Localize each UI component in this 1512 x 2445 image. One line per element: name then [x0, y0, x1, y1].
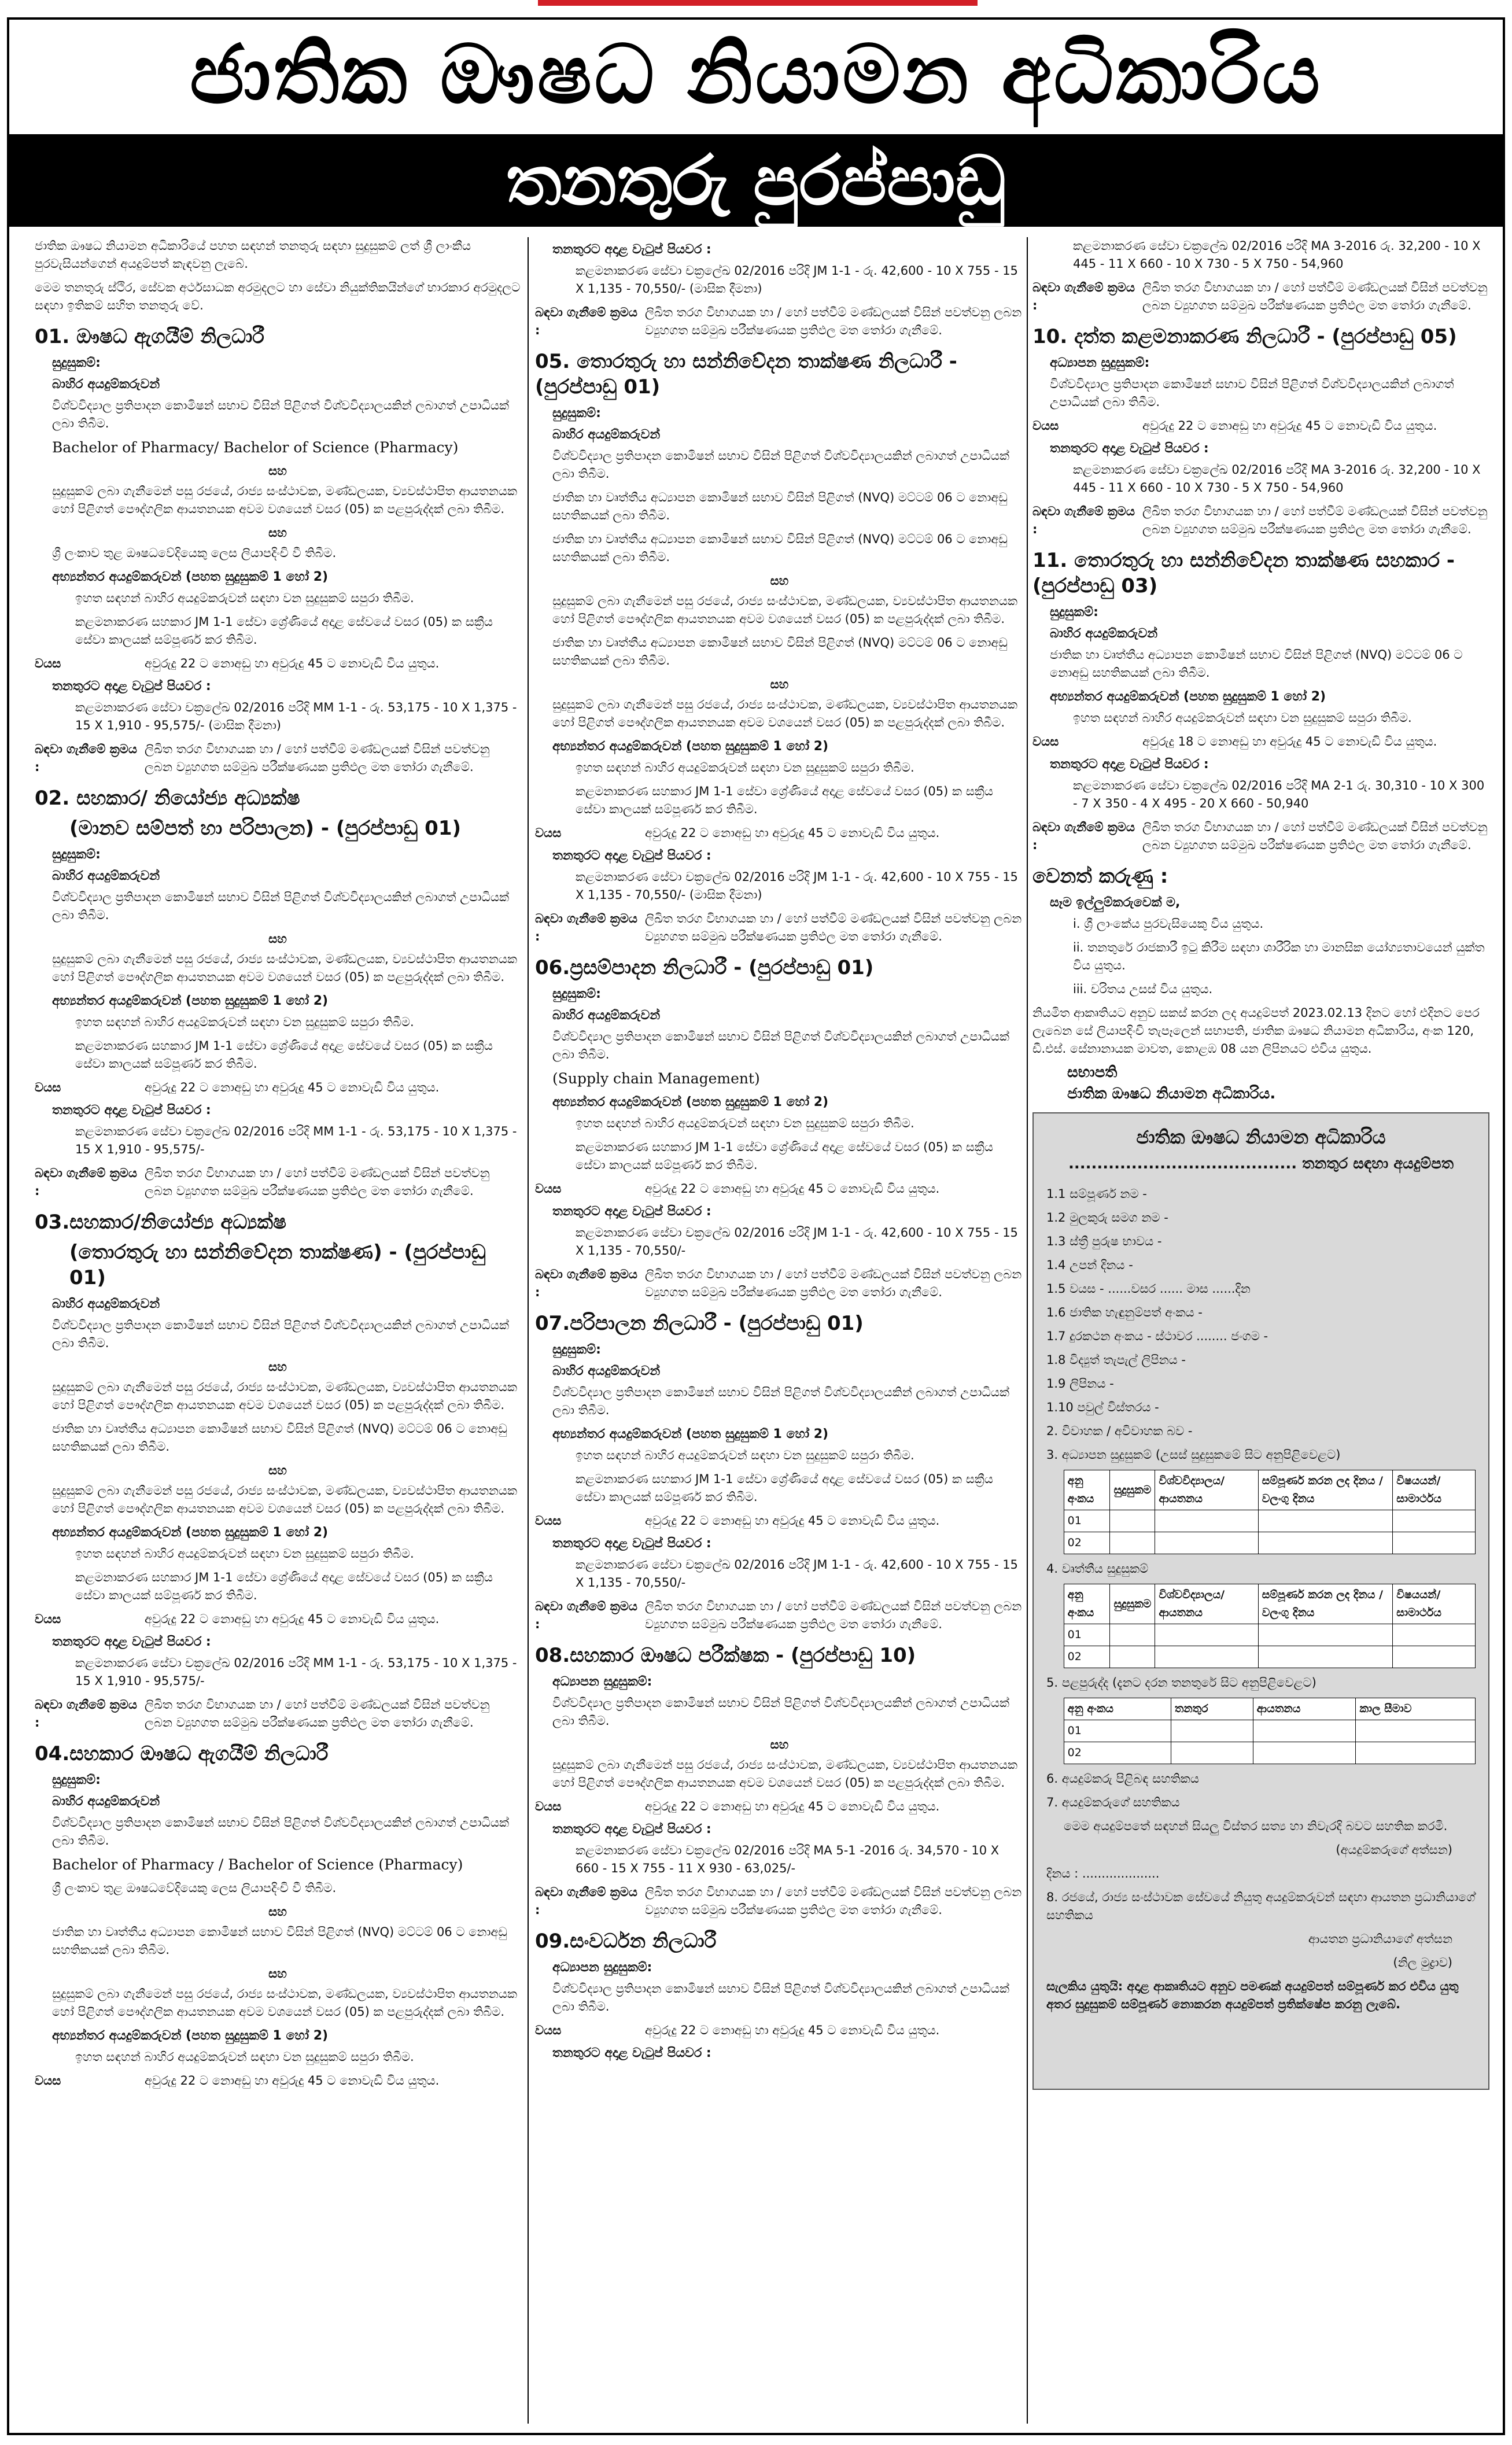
qualifications-label: සුදුසුකම්:: [1050, 605, 1098, 619]
method-value: ලිඛිත තරග විභාගයක හා / හෝ පත්වීම් මණ්ඩලයක් විසින් පවත්වනු ලබන ව්‍යුහගත සම්මුඛ පරීක්ෂණයක ප්‍රතිඵල මත තෝරා ගැනීමේ.: [645, 305, 1022, 337]
degree-text: විශ්වවිද්‍යාල ප්‍රතිපාදන කොමිෂන් සභාව විසින් පිළිගත් විශ්වවිද්‍යාලයකින් ලබාගත් උපාධියක් ලබා තිබීම.: [52, 890, 510, 922]
closing-text: නියමිත ආකෘතියට අනුව සකස් කරන ලද අයදුම්පත් 2023.02.13 දිනට හෝ එදිනට පෙර ලැබෙන සේ ලියාපදිංචි තැපෑලෙන් සභාපති, ජාතික ඖෂධ නියාමන අධිකාරිය, අංක 120, ඩී.එස්. සේනානායක මාවත, කොළඹ 08 යන ලිපිනයට එවිය යුතුය.: [1032, 1006, 1480, 1056]
table-header: අනු අංකය: [1064, 1698, 1171, 1720]
age-label: වයස: [535, 1514, 562, 1528]
table-cell[interactable]: [1356, 1720, 1476, 1742]
method-label: බඳවා ගැනීමේ ක්‍රමය :: [1032, 504, 1135, 536]
table-cell[interactable]: [1356, 1742, 1476, 1764]
table-cell[interactable]: [1155, 1624, 1258, 1646]
degree-text: විශ්වවිද්‍යාල ප්‍රතිපාදන කොමිෂන් සභාව විසින් පිළිගත් විශ්වවිද්‍යාලයකින් ලබාගත් උපාධියක් ලබා තිබීම.: [552, 1030, 1010, 1061]
method-value: ලිඛිත තරග විභාගයක හා / හෝ පත්වීම් මණ්ඩලයක් විසින් පවත්වනු ලබන ව්‍යුහගත සම්මුඛ පරීක්ෂණයක ප්‍රතිඵල මත තෝරා ගැනීමේ.: [645, 1599, 1022, 1631]
other-item-text: ශ්‍රී ලාංකේය පුරවැසියෙකු විය යුතුය.: [1084, 917, 1264, 931]
salary-value: කළමනාකරණ සේවා චක්‍රලේඛ 02/2016 පරිදි MA 2-1 රු. 30,310 - 10 X 300 - 7 X 350 - 4 X 495 - 20 X 660 - 50,940: [1073, 779, 1485, 810]
page-title: ජාතික ඖෂධ නියාමන අධිකාරිය: [189, 28, 1323, 122]
form-question: 6. අයදුම්කරු පිළිබඳ සහතිකය: [1046, 1772, 1199, 1786]
salary-label: තනතුරට අදාළ වැටුප් පියවර :: [552, 2046, 711, 2060]
experience-text: සුදුසුකම් ලබා ගැනීමෙන් පසු රජයේ, රාජ්‍ය සංස්ථාවක, මණ්ඩලයක, ව්‍යවස්ථාපිත ආයතනයක හෝ පිළිගත් පෞද්ගලික ආයතනයක අවම වශයෙන් වසර (05) ක පළපුරුද්දක් ලබා තිබීම.: [552, 594, 1018, 626]
roman-numeral: ii.: [1073, 941, 1088, 954]
nvq-text: ජාතික හා වෘත්තීය අධ්‍යාපන කොමිෂන් සභාව විසින් පිළිගත් (NVQ) මට්ටම් 06 ට නොඅඩු සහතිකයක් ලබා තිබීම.: [1050, 648, 1463, 680]
experience-text: සුදුසුකම් ලබා ගැනීමෙන් පසු රජයේ, රාජ්‍ය සංස්ථාවක, මණ්ඩලයක, ව්‍යවස්ථාපිත ආයතනයක හෝ පිළිගත් පෞද්ගලික ආයතනයක අවම වශයෙන් වසර (05) ක පළපුරුද්දක් ලබා තිබීම.: [52, 1380, 518, 1412]
method-label: බඳවා ගැනීමේ ක්‍රමය :: [535, 1885, 637, 1917]
qualifications-label: සුදුසුකම්:: [52, 356, 101, 370]
other-item: [1073, 980, 1489, 998]
age-label: වයස: [35, 1612, 61, 1626]
form-question: 2. විවාහක / අවිවාහක බව -: [1046, 1424, 1193, 1438]
experience-text: සුදුසුකම් ලබා ගැනීමෙන් පසු රජයේ, රාජ්‍ය සංස්ථාවක, මණ්ඩලයක, ව්‍යවස්ථාපිත ආයතනයක හෝ පිළිගත් පෞද්ගලික ආයතනයක අවම වශයෙන් වසර (05) ක පළපුරුද්දක් ලබා තිබීම.: [52, 1987, 518, 2019]
table-cell[interactable]: [1258, 1510, 1392, 1532]
age-label: වයස: [1032, 419, 1059, 433]
internal-label: අභ්‍යන්තර අයදුම්කරුවන් (පහත සුදුසුකම් 1 හෝ 2): [1050, 689, 1326, 704]
method-label: බඳවා ගැනීමේ ක්‍රමය :: [535, 1267, 637, 1299]
official-stamp: (නිල මුද්‍රාව): [1393, 1956, 1452, 1970]
age-label: වයස: [535, 1799, 562, 1813]
degree-text: විශ්වවිද්‍යාල ප්‍රතිපාදන කොමිෂන් සභාව විසින් පිළිගත් විශ්වවිද්‍යාලයකින් ලබාගත් උපාධියක් ලබා තිබීම.: [1050, 377, 1454, 409]
method-label: බඳවා ගැනීමේ ක්‍රමය :: [1032, 820, 1135, 852]
salary-label: තනතුරට අදාළ වැටුප් පියවර :: [52, 679, 211, 694]
other-subheading: සෑම ඉල්ලුම්කරුවෙක් ම,: [1050, 895, 1181, 910]
nvq-text: ජාතික හා වෘත්තීය අධ්‍යාපන කොමිෂන් සභාව විසින් පිළිගත් (NVQ) මට්ටම් 06 ට නොඅඩු සහතිකයක් ලබා තිබීම.: [52, 1422, 507, 1454]
intro-paragraph: මෙම තනතුරු ස්ථිර, සේවක අර්ථසාධක අරමුදලට හා සේවා නියුක්තිකයින්ගේ භාරකාර අරමුදලට සඳහා ඉතිකම් සහිත තනතුරු වේ.: [35, 281, 521, 312]
and-label: සහ: [770, 574, 789, 588]
salary-value: කළමනාකරණ සේවා චක්‍රලේඛ 02/2016 පරිදි MA 3-2016 රු. 32,200 - 10 X 445 - 11 X 660 - 10 X 730 - 5 X 750 - 54,960: [1073, 239, 1481, 271]
nvq-text: ජාතික හා වෘත්තීය අධ්‍යාපන කොමිෂන් සභාව විසින් පිළිගත් (NVQ) මට්ටම් 06 ට නොඅඩු සහතිකයක් ලබා තිබීම.: [552, 636, 1008, 668]
degree-text: විශ්වවිද්‍යාල ප්‍රතිපාදන කොමිෂන් සභාව විසින් පිළිගත් විශ්වවිද්‍යාලයකින් ලබාගත් උපාධියක් ලබා තිබීම.: [52, 1318, 510, 1350]
row-number: 02: [1064, 1742, 1171, 1764]
table-cell[interactable]: [1110, 1532, 1155, 1554]
internal-item: කළමනාකරණ සහකාර JM 1-1 සේවා ශ්‍රේණියේ අදාළ සේවයේ වසර (05) ක සක්‍රීය සේවා කාලයක් සම්පූර්ණ කර තිබීම.: [576, 784, 993, 816]
edu-label: අධ්‍යාපන සුදුසුකම්:: [552, 1675, 652, 1689]
degree-text: විශ්වවිද්‍යාල ප්‍රතිපාදන කොමිෂන් සභාව විසින් පිළිගත් විශ්වවිද්‍යාලයකින් ලබාගත් උපාධියක් ලබා තිබීම.: [552, 449, 1010, 481]
degree-extra: (Supply chain Management): [552, 1070, 760, 1087]
salary-value: කළමනාකරණ සේවා චක්‍රලේඛ 02/2016 පරිදි MM 1-1 - රු. 53,175 - 10 X 1,375 - 15 X 1,910 - 95,575/-: [75, 1656, 517, 1688]
qualifications-label: සුදුසුකම්:: [552, 1343, 601, 1357]
section-title: 08.සහකාර ඖෂධ පරීක්ෂක - (පුරප්පාඩු 10): [535, 1644, 916, 1667]
method-label: බඳවා ගැනීමේ ක්‍රමය :: [1032, 281, 1135, 312]
age-value: අවුරුදු 22 ට නොඅඩු හා අවුරුදු 45 ට නොවැඩි විය යුතුය.: [645, 2023, 940, 2037]
external-label: බාහිර අයදුම්කරුවන්: [552, 427, 661, 442]
experience-text: සුදුසුකම් ලබා ගැනීමෙන් පසු රජයේ, රාජ්‍ය සංස්ථාවක, මණ්ඩලයක, ව්‍යවස්ථාපිත ආයතනයක හෝ පිළිගත් පෞද්ගලික ආයතනයක අවම වශයෙන් වසර (05) ක පළපුරුද්දක් ලබා තිබීම.: [52, 484, 518, 516]
date-line: දිනය : ....................: [1046, 1867, 1160, 1880]
salary-label: තනතුරට අදාළ වැටුප් පියවර :: [1050, 757, 1209, 772]
column-divider: [1027, 237, 1028, 2424]
table-header: විෂයයන්/ සාමාර්ථය: [1393, 1584, 1476, 1624]
age-value: අවුරුදු 18 ට නොඅඩු හා අවුරුදු 45 ට නොවැඩි විය යුතුය.: [1142, 735, 1437, 748]
table-header: අනු අංකය: [1064, 1584, 1110, 1624]
signoff-title: සභාපති: [1067, 1064, 1118, 1081]
vacancies-banner: තනතුරු පුරප්පාඩු: [9, 134, 1503, 227]
internal-label: අභ්‍යන්තර අයදුම්කරුවන් (පහත සුදුසුකම් 1 හෝ 2): [552, 1095, 829, 1109]
applicant-signature: (අයදුම්කරුගේ අත්සන): [1336, 1843, 1452, 1857]
form-title: ජාතික ඖෂධ නියාමන අධිකාරිය: [1136, 1126, 1386, 1148]
table-header: කාල සීමාව: [1356, 1698, 1476, 1720]
method-value: ලිඛිත තරග විභාගයක හා / හෝ පත්වීම් මණ්ඩලයක් විසින් පවත්වනු ලබන ව්‍යුහගත සම්මුඛ පරීක්ෂණයක ප්‍රතිඵල මත තෝරා ගැනීමේ.: [145, 742, 490, 774]
table-header: සුදුසුකම: [1110, 1584, 1155, 1624]
row-number: 01: [1064, 1624, 1110, 1646]
and-label: සහ: [770, 677, 789, 691]
external-label: බාහිර අයදුම්කරුවන්: [1050, 626, 1158, 641]
internal-label: අභ්‍යන්තර අයදුම්කරුවන් (පහත සුදුසුකම් 1 හෝ 2): [52, 994, 329, 1008]
nvq-text: ජාතික හා වෘත්තීය අධ්‍යාපන කොමිෂන් සභාව විසින් පිළිගත් (NVQ) මට්ටම් 06 ට නොඅඩු සහතිකයක් ලබා තිබීම.: [552, 491, 1008, 522]
degree-name: Bachelor of Pharmacy / Bachelor of Science (Pharmacy): [52, 1856, 463, 1873]
and-label: සහ: [770, 1738, 789, 1751]
row-number: 02: [1064, 1532, 1110, 1554]
table-cell[interactable]: [1393, 1532, 1476, 1554]
age-value: අවුරුදු 22 ට නොඅඩු හා අවුරුදු 45 ට නොවැඩි විය යුතුය.: [145, 2074, 440, 2088]
salary-value: කළමනාකරණ සේවා චක්‍රලේඛ 02/2016 පරිදි JM 1-1 - රු. 42,600 - 10 X 755 - 15 X 1,135 - 70,550/-: [576, 1558, 1018, 1590]
and-label: සහ: [268, 1463, 287, 1477]
salary-label: තනතුරට අදාළ වැටුප් පියවර :: [552, 1536, 711, 1551]
signoff-org: ජාතික ඖෂධ නියාමන අධිකාරිය.: [1067, 1085, 1276, 1102]
intro-paragraph: ජාතික ඖෂධ නියාමන අධිකාරියේ පහත සඳහන් තනතුරු සඳහා සුදුසුකම් ලත් ශ්‍රී ලාංකීය පුරවැසියන්ගෙන් අයදුම්පත් කැඳවනු ලැබේ.: [35, 239, 471, 271]
salary-value: කළමනාකරණ සේවා චක්‍රලේඛ 02/2016 පරිදි MM 1-1 - රු. 53,175 - 10 X 1,375 - 15 X 1,910 - 95,575/- (මාසික දීමනා): [75, 700, 517, 732]
application-form: [1032, 1112, 1489, 2090]
degree-text: විශ්වවිද්‍යාල ප්‍රතිපාදන කොමිෂන් සභාව විසින් පිළිගත් විශ්වවිද්‍යාලයකින් ලබාගත් උපාධියක් ලබා තිබීම.: [52, 399, 510, 430]
table-header: අනු අංකය: [1064, 1470, 1110, 1510]
form-question: 4. වෘත්තීය සුදුසුකම්: [1046, 1562, 1149, 1576]
internal-label: අභ්‍යන්තර අයදුම්කරුවන් (පහත සුදුසුකම් 1 හෝ 2): [552, 1427, 829, 1441]
form-field: 1.2 මුලකුරු සමග නම -: [1046, 1211, 1168, 1225]
method-value: ලිඛිත තරග විභාගයක හා / හෝ පත්වීම් මණ්ඩලයක් විසින් පවත්වනු ලබන ව්‍යුහගත සම්මුඛ පරීක්ෂණයක ප්‍රතිඵල මත තෝරා ගැනීමේ.: [145, 1698, 490, 1729]
degree-text: විශ්වවිද්‍යාල ප්‍රතිපාදන කොමිෂන් සභාව විසින් පිළිගත් විශ්වවිද්‍යාලයකින් ලබාගත් උපාධියක් ලබා තිබීම.: [552, 1385, 1010, 1417]
roman-numeral: i.: [1073, 917, 1085, 931]
other-item: [1073, 939, 1489, 975]
section-title: 04.සහකාර ඖෂධ ඇගයීම් නිලධාරී: [35, 1742, 329, 1765]
table-cell[interactable]: [1171, 1720, 1253, 1742]
education-table: [1064, 1470, 1476, 1554]
internal-item: කළමනාකරණ සහකාර JM 1-1 සේවා ශ්‍රේණියේ අදාළ සේවයේ වසර (05) ක සක්‍රීය සේවා කාලයක් සම්පූර්ණ කර තිබීම.: [576, 1472, 993, 1504]
table-header: සම්පූර්ණ කරන ලද දිනය / වලංගු දිනය: [1258, 1470, 1392, 1510]
form-field: 1.5 වයස - ......වසර ...... මාස ......දින: [1046, 1282, 1251, 1296]
form-field: 1.10 පවුල් විස්තරය -: [1046, 1400, 1159, 1414]
table-cell[interactable]: [1155, 1532, 1258, 1554]
age-value: අවුරුදු 22 ට නොඅඩු හා අවුරුදු 45 ට නොවැඩි විය යුතුය.: [145, 657, 440, 670]
age-value: අවුරුදු 22 ට නොඅඩු හා අවුරුදු 45 ට නොවැඩි විය යුතුය.: [645, 826, 940, 840]
method-value: ලිඛිත තරග විභාගයක හා / හෝ පත්වීම් මණ්ඩලයක් විසින් පවත්වනු ලබන ව්‍යුහගත සම්මුඛ පරීක්ෂණයක ප්‍රතිඵල මත තෝරා ගැනීමේ.: [145, 1166, 490, 1198]
registration-text: ශ්‍රී ලංකාව තුළ ඖෂධවේදියෙකු ලෙස ලියාපදිංචි වී තිබීම.: [52, 546, 337, 560]
age-label: වයස: [35, 1080, 61, 1094]
degree-text: විශ්වවිද්‍යාල ප්‍රතිපාදන කොමිෂන් සභාව විසින් පිළිගත් විශ්වවිද්‍යාලයකින් ලබාගත් උපාධියක් ලබා තිබීම.: [52, 1816, 510, 1847]
age-value: අවුරුදු 22 ට නොඅඩු හා අවුරුදු 45 ට නොවැඩි විය යුතුය.: [145, 1080, 440, 1094]
internal-item: ඉහත සඳහන් බාහිර අයදුම්කරුවන් සඳහා වන සුදුසුකම් සපුරා තිබීම.: [75, 2050, 414, 2064]
table-header: විෂයයන්/ සාමාර්ථය: [1393, 1470, 1476, 1510]
form-question: 8. රජයේ, රාජ්‍ය සංස්ථාවක සේවයේ නියුතු අයදුම්කරුවන් සඳහා ආයතන ප්‍රධානියාගේ සහතිකය: [1046, 1890, 1476, 1922]
form-field: 1.6 ජාතික හැඳුනුම්පත් අංකය -: [1046, 1306, 1203, 1319]
external-label: බාහිර අයදුම්කරුවන්: [552, 1008, 661, 1023]
table-cell[interactable]: [1155, 1510, 1258, 1532]
nvq-text: ජාතික හා වෘත්තීය අධ්‍යාපන කොමිෂන් සභාව විසින් පිළිගත් (NVQ) මට්ටම් 06 ට නොඅඩු සහතිකයක් ලබා තිබීම.: [52, 1925, 507, 1957]
age-label: වයස: [35, 2074, 61, 2088]
table-cell[interactable]: [1393, 1624, 1476, 1646]
experience-text: සුදුසුකම් ලබා ගැනීමෙන් පසු රජයේ, රාජ්‍ය සංස්ථාවක, මණ්ඩලයක, ව්‍යවස්ථාපිත ආයතනයක හෝ පිළිගත් පෞද්ගලික ආයතනයක අවම වශයෙන් වසර (05) ක පළපුරුද්දක් ලබා තිබීම.: [52, 1484, 518, 1515]
table-cell[interactable]: [1258, 1646, 1392, 1668]
degree-name: Bachelor of Pharmacy/ Bachelor of Science (Pharmacy): [52, 439, 459, 456]
form-question: 5. පළපුරුද්ද (දැනට දරන තනතුරේ සිට අනුපිළිවෙළට): [1046, 1676, 1316, 1690]
external-label: බාහිර අයදුම්කරුවන්: [552, 1364, 661, 1378]
age-label: වයස: [35, 657, 61, 670]
and-label: සහ: [268, 526, 287, 540]
column-middle: [535, 237, 1024, 2429]
section-title: 03.සහකාර/නියෝජ්‍ය අධ්‍යක්ෂ: [35, 1211, 286, 1234]
other-item-text: තනතුරේ රාජකාරී ඉටු කිරීම සඳහා ශාරීරික හා මානසික යෝග්‍යතාවයෙන් යුක්ත විය යුතුය.: [1073, 941, 1485, 972]
internal-label: අභ්‍යන්තර අයදුම්කරුවන් (පහත සුදුසුකම් 1 හෝ 2): [52, 1525, 329, 1540]
other-item: [1073, 915, 1489, 933]
age-label: වයස: [1032, 735, 1059, 748]
salary-label: තනතුරට අදාළ වැටුප් පියවර :: [52, 1635, 211, 1649]
form-field: 1.3 ස්ත්‍රී පුරුෂ භාවය -: [1046, 1234, 1162, 1248]
method-value: ලිඛිත තරග විභාගයක හා / හෝ පත්වීම් මණ්ඩලයක් විසින් පවත්වනු ලබන ව්‍යුහගත සම්මුඛ පරීක්ෂණයක ප්‍රතිඵල මත තෝරා ගැනීමේ.: [645, 912, 1022, 943]
table-cell[interactable]: [1171, 1742, 1253, 1764]
method-value: ලිඛිත තරග විභාගයක හා / හෝ පත්වීම් මණ්ඩලයක් විසින් පවත්වනු ලබන ව්‍යුහගත සම්මුඛ පරීක්ෂණයක ප්‍රතිඵල මත තෝරා ගැනීමේ.: [1142, 820, 1488, 852]
internal-item: කළමනාකරණ සහකාර JM 1-1 සේවා ශ්‍රේණියේ අදාළ සේවයේ වසර (05) ක සක්‍රීය සේවා කාලයක් සම්පූර්ණ කර තිබීම.: [75, 1039, 493, 1071]
form-question: 3. අධ්‍යාපන සුදුසුකම් (උසස් සුදුසුකමේ සිට අනුපිළිවෙළට): [1046, 1448, 1341, 1462]
method-value: ලිඛිත තරග විභාගයක හා / හෝ පත්වීම් මණ්ඩලයක් විසින් පවත්වනු ලබන ව්‍යුහගත සම්මුඛ පරීක්ෂණයක ප්‍රතිඵල මත තෝරා ගැනීමේ.: [645, 1267, 1022, 1299]
external-label: බාහිර අයදුම්කරුවන්: [52, 1794, 160, 1809]
salary-value: කළමනාකරණ සේවා චක්‍රලේඛ 02/2016 පරිදි JM 1-1 - රු. 42,600 - 10 X 755 - 15 X 1,135 - 70,550/-: [576, 1226, 1018, 1257]
internal-item: ඉහත සඳහන් බාහිර අයදුම්කරුවන් සඳහා වන සුදුසුකම් සපුරා තිබීම.: [75, 1547, 414, 1561]
and-label: සහ: [268, 1905, 287, 1919]
column-divider: [528, 237, 529, 2424]
method-label: බඳවා ගැනීමේ ක්‍රමය :: [35, 1698, 137, 1729]
certification-text: මෙම අයදුම්පතේ සඳහන් සියලු විස්තර සත්‍ය හා නිවැරදි බවට සහතික කරමි.: [1064, 1819, 1448, 1833]
edu-label: අධ්‍යාපන සුදුසුකම්:: [552, 1960, 652, 1975]
method-label: බඳවා ගැනීමේ ක්‍රමය :: [535, 912, 637, 943]
section-title: 11. තොරතුරු හා සන්නිවේදන තාක්ෂණ සහකාර - (පුරප්පාඩු 03): [1032, 549, 1455, 598]
table-header: තනතුර: [1171, 1698, 1253, 1720]
section-title: 05. තොරතුරු හා සන්නිවේදන තාක්ෂණ නිලධාරී - (පුරප්පාඩු 01): [535, 350, 957, 399]
age-value: අවුරුදු 22 ට නොඅඩු හා අවුරුදු 45 ට නොවැඩි විය යුතුය.: [645, 1514, 940, 1528]
internal-item: ඉහත සඳහන් බාහිර අයදුම්කරුවන් සඳහා වන සුදුසුකම් සපුරා තිබීම.: [576, 761, 914, 775]
section-subtitle: (මානව සම්පත් හා පරිපාලන) - (පුරප්පාඩු 01): [69, 817, 462, 840]
internal-item: ඉහත සඳහන් බාහිර අයදුම්කරුවන් සඳහා වන සුදුසුකම් සපුරා තිබීම.: [75, 591, 414, 605]
section-title: 09.සංවර්ධන නිලධාරී: [535, 1930, 717, 1953]
experience-text: සුදුසුකම් ලබා ගැනීමෙන් පසු රජයේ, රාජ්‍ය සංස්ථාවක, මණ්ඩලයක, ව්‍යවස්ථාපිත ආයතනයක හෝ පිළිගත් පෞද්ගලික ආයතනයක අවම වශයෙන් වසර (05) ක පළපුරුද්දක් ලබා තිබීම.: [552, 698, 1018, 729]
method-label: බඳවා ගැනීමේ ක්‍රමය :: [35, 1166, 137, 1198]
method-label: බඳවා ගැනීමේ ක්‍රමය :: [535, 1599, 637, 1631]
table-cell[interactable]: [1258, 1624, 1392, 1646]
top-red-bar: [538, 0, 978, 6]
table-header: විශ්වවිද්‍යාලය/ ආයතනය: [1155, 1584, 1258, 1624]
form-field: 1.1 සම්පූර්ණ නම -: [1046, 1187, 1147, 1201]
section-title: 02. සහකාර/ නියෝජ්‍ය අධ්‍යක්ෂ: [35, 787, 300, 810]
internal-item: කළමනාකරණ සහකාර JM 1-1 සේවා ශ්‍රේණියේ අදාළ සේවයේ වසර (05) ක සක්‍රීය සේවා කාලයක් සම්පූර්ණ කර තිබීම.: [75, 1570, 493, 1602]
salary-label: තනතුරට අදාළ වැටුප් පියවර :: [552, 849, 711, 863]
section-title: 07.පරිපාලන නිලධාරී - (පුරප්පාඩු 01): [535, 1312, 864, 1335]
and-label: සහ: [268, 1360, 287, 1374]
qualifications-label: සුදුසුකම්:: [552, 987, 601, 1001]
section-title: 10. දත්ත කළමනාකරණ නිලධාරී - (පුරප්පාඩු 05): [1032, 325, 1457, 348]
salary-label: තනතුරට අදාළ වැටුප් පියවර :: [552, 242, 711, 257]
form-field: 1.7 දුරකථන අංකය - ස්ථාවර ........ ජංගම -: [1046, 1329, 1268, 1343]
experience-text: සුදුසුකම් ලබා ගැනීමෙන් පසු රජයේ, රාජ්‍ය සංස්ථාවක, මණ්ඩලයක, ව්‍යවස්ථාපිත ආයතනයක හෝ පිළිගත් පෞද්ගලික ආයතනයක අවම වශයෙන් වසර (05) ක පළපුරුද්දක් ලබා තිබීම.: [52, 952, 518, 984]
and-label: සහ: [268, 932, 287, 946]
table-cell[interactable]: [1258, 1532, 1392, 1554]
table-cell[interactable]: [1155, 1646, 1258, 1668]
salary-value: කළමනාකරණ සේවා චක්‍රලේඛ 02/2016 පරිදි JM 1-1 - රු. 42,600 - 10 X 755 - 15 X 1,135 - 70,550/- (මාසික දීමනා): [576, 870, 1018, 902]
method-label: බඳවා ගැනීමේ ක්‍රමය :: [535, 305, 637, 337]
internal-item: ඉහත සඳහන් බාහිර අයදුම්කරුවන් සඳහා වන සුදුසුකම් සපුරා තිබීම.: [576, 1116, 914, 1130]
form-field: 1.9 ලිපිනය -: [1046, 1377, 1114, 1391]
table-cell[interactable]: [1393, 1510, 1476, 1532]
salary-value: කළමනාකරණ සේවා චක්‍රලේඛ 02/2016 පරිදි JM 1-1 - රු. 42,600 - 10 X 755 - 15 X 1,135 - 70,550/- (මාසික දීමනා): [576, 264, 1018, 296]
section-title: 01. ඖෂධ ඇගයීම් නිලධාරී: [35, 325, 264, 348]
internal-item: ඉහත සඳහන් බාහිර අයදුම්කරුවන් සඳහා වන සුදුසුකම් සපුරා තිබීම.: [75, 1015, 414, 1029]
age-value: අවුරුදු 22 ට නොඅඩු හා අවුරුදු 45 ට නොවැඩි විය යුතුය.: [145, 1612, 440, 1626]
nvq-text: ජාතික හා වෘත්තීය අධ්‍යාපන කොමිෂන් සභාව විසින් පිළිගත් (NVQ) මට්ටම් 06 ට නොඅඩු සහතිකයක් ලබා තිබීම.: [552, 532, 1008, 564]
internal-item: කළමනාකරණ සහකාර JM 1-1 සේවා ශ්‍රේණියේ අදාළ සේවයේ වසර (05) ක සක්‍රීය සේවා කාලයක් සම්පූර්ණ කර තිබීම.: [576, 1140, 993, 1172]
other-item-text: චරිතය උසස් විය යුතුය.: [1090, 982, 1213, 996]
table-cell[interactable]: [1110, 1624, 1155, 1646]
qualifications-label: සුදුසුකම්:: [552, 406, 601, 421]
row-number: 02: [1064, 1646, 1110, 1668]
age-value: අවුරුදු 22 ට නොඅඩු හා අවුරුදු 45 ට නොවැඩි විය යුතුය.: [645, 1799, 940, 1813]
salary-label: තනතුරට අදාළ වැටුප් පියවර :: [1050, 441, 1209, 456]
section-title: 06.ප්‍රසම්පාදන නිලධාරී - (පුරප්පාඩු 01): [535, 956, 874, 979]
age-value: අවුරුදු 22 ට නොඅඩු හා අවුරුදු 45 ට නොවැඩි විය යුතුය.: [645, 1182, 940, 1196]
internal-label: අභ්‍යන්තර අයදුම්කරුවන් (පහත සුදුසුකම් 1 හෝ 2): [552, 739, 829, 754]
method-value: ලිඛිත තරග විභාගයක හා / හෝ පත්වීම් මණ්ඩලයක් විසින් පවත්වනු ලබන ව්‍යුහගත සම්මුඛ පරීක්ෂණයක ප්‍රතිඵල මත තෝරා ගැනීමේ.: [1142, 504, 1488, 536]
form-field: 1.8 විද්‍යුත් තැපැල් ලිපිනය -: [1046, 1353, 1186, 1367]
salary-label: තනතුරට අදාළ වැටුප් පියවර :: [52, 1103, 211, 1118]
experience-table: [1064, 1698, 1476, 1764]
table-cell[interactable]: [1110, 1510, 1155, 1532]
head-signature: ආයතන ප්‍රධානියාගේ අත්සන: [1308, 1932, 1452, 1946]
degree-text: විශ්වවිද්‍යාල ප්‍රතිපාදන කොමිෂන් සභාව විසින් පිළිගත් විශ්වවිද්‍යාලයකින් ලබාගත් උපාධියක් ලබා තිබීම.: [552, 1982, 1010, 2013]
salary-value: කළමනාකරණ සේවා චක්‍රලේඛ 02/2016 පරිදි MA 5-1 -2016 රු. 34,570 - 10 X 660 - 15 X 755 - 11 X 930 - 63,025/-: [576, 1843, 1000, 1875]
table-header: සුදුසුකම: [1110, 1470, 1155, 1510]
row-number: 01: [1064, 1720, 1171, 1742]
form-subtitle: ........................................ තනතුර සඳහා අයදුම්පත: [1068, 1155, 1454, 1172]
external-label: බාහිර අයදුම්කරුවන්: [52, 377, 160, 392]
table-header: විශ්වවිද්‍යාලය/ ආයතනය: [1155, 1470, 1258, 1510]
method-value: ලිඛිත තරග විභාගයක හා / හෝ පත්වීම් මණ්ඩලයක් විසින් පවත්වනු ලබන ව්‍යුහගත සම්මුඛ පරීක්ෂණයක ප්‍රතිඵල මත තෝරා ගැනීමේ.: [645, 1885, 1022, 1917]
age-label: වයස: [535, 826, 562, 840]
qualifications-label: සුදුසුකම්:: [52, 1773, 101, 1787]
roman-numeral: iii.: [1073, 982, 1091, 996]
form-field: 1.4 උපන් දිනය -: [1046, 1258, 1133, 1272]
external-label: බාහිර අයදුම්කරුවන්: [52, 1297, 160, 1311]
salary-value: කළමනාකරණ සේවා චක්‍රලේඛ 02/2016 පරිදි MM 1-1 - රු. 53,175 - 10 X 1,375 - 15 X 1,910 - 95,575/-: [75, 1124, 517, 1156]
table-header: ආයතනය: [1253, 1698, 1356, 1720]
form-question: 7. අයදුම්කරුගේ සහතිකය: [1046, 1795, 1180, 1809]
experience-text: සුදුසුකම් ලබා ගැනීමෙන් පසු රජයේ, රාජ්‍ය සංස්ථාවක, මණ්ඩලයක, ව්‍යවස්ථාපිත ආයතනයක හෝ පිළිගත් පෞද්ගලික ආයතනයක අවම වශයෙන් වසර (05) ක පළපුරුද්දක් ලබා තිබීම.: [552, 1758, 1018, 1790]
age-label: වයස: [535, 1182, 562, 1196]
section-subtitle: (තොරතුරු හා සන්නිවේදන තාක්ෂණ) - (පුරප්පාඩු 01): [69, 1241, 486, 1289]
other-heading: වෙනත් කරුණු :: [1032, 865, 1168, 888]
table-cell[interactable]: [1393, 1646, 1476, 1668]
internal-item: ඉහත සඳහන් බාහිර අයදුම්කරුවන් සඳහා වන සුදුසුකම් සපුරා තිබීම.: [576, 1448, 914, 1462]
and-label: සහ: [268, 1967, 287, 1981]
method-value: ලිඛිත තරග විභාගයක හා / හෝ පත්වීම් මණ්ඩලයක් විසින් පවත්වනු ලබන ව්‍යුහගත සම්මුඛ පරීක්ෂණයක ප්‍රතිඵල මත තෝරා ගැනීමේ.: [1142, 281, 1488, 312]
registration-text: ශ්‍රී ලංකාව තුළ ඖෂධවේදියෙකු ලෙස ලියාපදිංචි වී තිබීම.: [52, 1881, 337, 1895]
method-label: බඳවා ගැනීමේ ක්‍රමය :: [35, 742, 137, 774]
salary-value: කළමනාකරණ සේවා චක්‍රලේඛ 02/2016 පරිදි MA 3-2016 රු. 32,200 - 10 X 445 - 11 X 660 - 10 X 730 - 5 X 750 - 54,960: [1073, 463, 1481, 495]
qualifications-label: සුදුසුකම්:: [52, 847, 101, 862]
table-cell[interactable]: [1253, 1720, 1356, 1742]
row-number: 01: [1064, 1510, 1110, 1532]
and-label: සහ: [268, 464, 287, 478]
professional-table: [1064, 1584, 1476, 1668]
age-value: අවුරුදු 22 ට නොඅඩු හා අවුරුදු 45 ට නොවැඩි විය යුතුය.: [1142, 419, 1437, 433]
internal-item: ඉහත සඳහන් බාහිර අයදුම්කරුවන් සඳහා වන සුදුසුකම් සපුරා තිබීම.: [1073, 711, 1412, 725]
form-note: සැලකිය යුතුයි: අදාළ ආකෘතියට අනුව පමණක් අයදුම්පත් සම්පූර්ණ කර එවිය යුතු අතර සුදුසුකම් සම්පූර්ණ නොකරන අයදුම්පත් ප්‍රතික්ෂේප කරනු ලැබේ.: [1046, 1979, 1459, 2011]
internal-label: අභ්‍යන්තර අයදුම්කරුවන් (පහත සුදුසුකම් 1 හෝ 2): [52, 570, 329, 584]
table-cell[interactable]: [1110, 1646, 1155, 1668]
edu-label: අධ්‍යාපන සුදුසුකම්:: [1050, 356, 1150, 370]
salary-label: තනතුරට අදාළ වැටුප් පියවර :: [552, 1204, 711, 1219]
salary-label: තනතුරට අදාළ වැටුප් පියවර :: [552, 1822, 711, 1836]
internal-label: අභ්‍යන්තර අයදුම්කරුවන් (පහත සුදුසුකම් 1 හෝ 2): [52, 2029, 329, 2043]
external-label: බාහිර අයදුම්කරුවන්: [52, 869, 160, 883]
table-cell[interactable]: [1253, 1742, 1356, 1764]
age-label: වයස: [535, 2023, 562, 2037]
column-right: [1032, 237, 1489, 2429]
degree-text: විශ්වවිද්‍යාල ප්‍රතිපාදන කොමිෂන් සභාව විසින් පිළිගත් විශ්වවිද්‍යාලයකින් ලබාගත් උපාධියක් ලබා තිබීම.: [552, 1696, 1010, 1728]
table-header: සම්පූර්ණ කරන ලද දිනය / වලංගු දිනය: [1258, 1584, 1392, 1624]
column-left: [35, 237, 521, 2429]
internal-item: කළමනාකරණ සහකාර JM 1-1 සේවා ශ්‍රේණියේ අදාළ සේවයේ වසර (05) ක සක්‍රීය සේවා කාලයක් සම්පූර්ණ කර තිබීම.: [75, 615, 493, 647]
